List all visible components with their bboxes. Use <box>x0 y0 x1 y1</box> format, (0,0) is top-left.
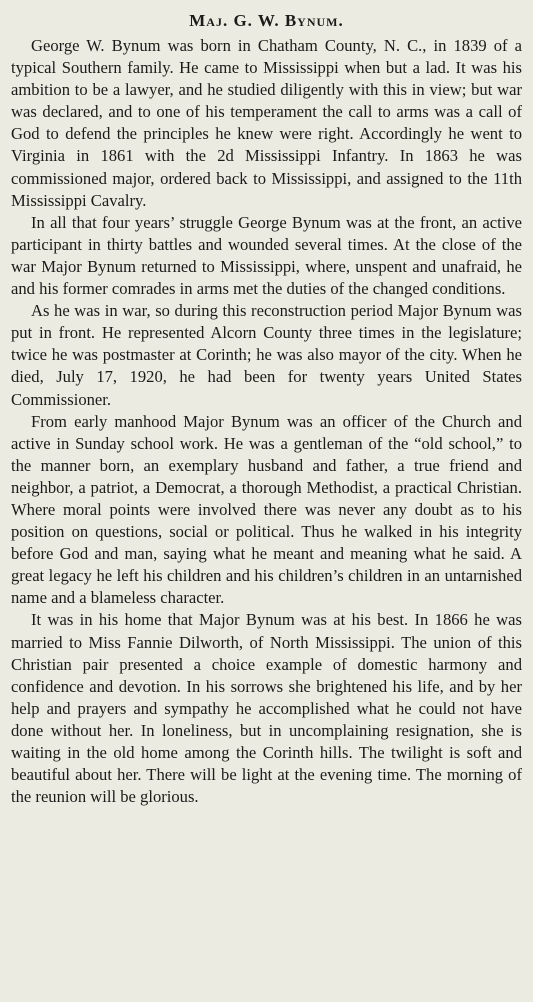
paragraph-character: From early manhood Major Bynum was an officer of the Church and active in Sunday school work. He was a gentleman of the “old school,” to the manner born, an exemplary husband and father, a true friend and neighbor, a patriot, a Democrat, a thorough Methodist, a practical Christian. Where moral points were involved there was never any doubt as to his position on questions, social or political. Thus he walked in his integrity before God and man, saying what he meant and meaning what he said. A great legacy he left his children and his children’s children in an untarnished name and a blameless character. <box>11 411 522 608</box>
paragraph-public-offices: As he was in war, so during this reconstruction period Major Bynum was put in front. He represented Alcorn County three times in the legislature; twice he was postmaster at Corinth; he was also mayor of the city. When he died, July 17, 1920, he had been for twenty years United States Commissioner. <box>11 301 522 409</box>
paragraph-home-and-family: It was in his home that Major Bynum was at his best. In 1866 he was married to Miss Fannie Dilworth, of North Mississippi. The union of this Christian pair presented a choice example of domestic harmony and confidence and devotion. In his sorrows she brightened his life, and by her help and prayers and sympathy he accomplished what he could not have done without her. In loneliness, but in uncomplaining resignation, she is waiting in the old home among the Corinth hills. The twilight is soft and beautiful about her. There will be light at the evening time. The morning of the reunion will be glorious. <box>11 610 522 807</box>
paragraph-birth-and-service: George W. Bynum was born in Chatham County, N. C., in 1839 of a typical Southern family. He came to Mississippi when but a lad. It was his ambition to be a lawyer, and he studied diligently with this in view; but war was declared, and to one of his temperament the call to arms was a call of God to defend the principles he knew were right. Accordingly he went to Virginia in 1861 with the 2d Mississippi Infantry. In 1863 he was commissioned major, ordered back to Mississippi, and assigned to the 11th Mississippi Cavalry. <box>11 36 522 210</box>
obituary-heading: Maj. G. W. Bynum. <box>189 11 344 30</box>
paragraph-war-record: In all that four years’ struggle George Bynum was at the front, an active participant in thirty battles and wounded several times. At the close of the war Major Bynum returned to Mississippi, where, unspent and unafraid, he and his former comrades in arms met the duties of the changed conditions. <box>11 212 522 299</box>
